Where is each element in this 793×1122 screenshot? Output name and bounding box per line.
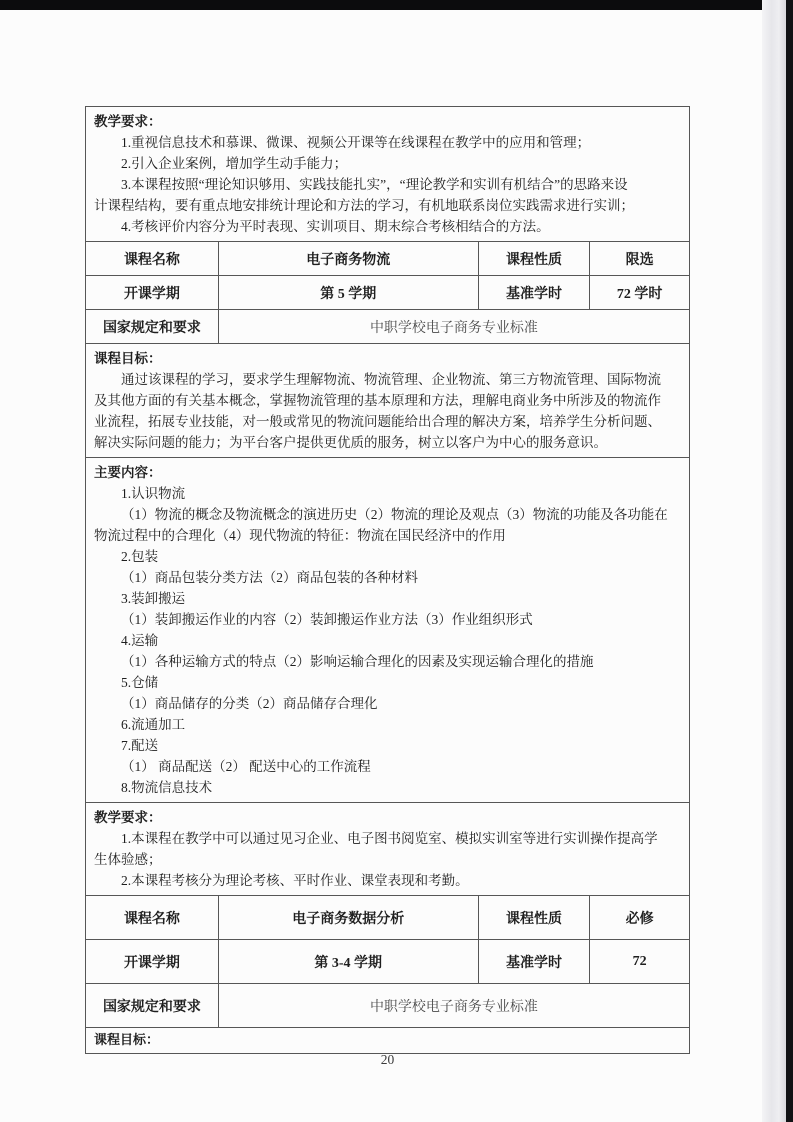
- cell-course-type-value: 限选: [590, 242, 690, 276]
- table-row: [86, 984, 690, 1028]
- cell-national-standard-label: 国家规定和要求: [86, 310, 219, 344]
- requirement-item: 1.本课程在教学中可以通过见习企业、电子图书阅览室、模拟实训室等进行实训操作提高学: [121, 831, 658, 846]
- page-number: 20: [380, 1052, 395, 1067]
- cell-semester-label: 开课学期: [86, 276, 219, 310]
- content-item: 3.装卸搬运: [121, 591, 186, 606]
- objectives-text: 通过该课程的学习，要求学生理解物流、物流管理、企业物流、第三方物流管理、国际物流: [121, 372, 661, 387]
- content-item: 7.配送: [121, 738, 159, 753]
- content-item: 6.流通加工: [121, 717, 186, 732]
- section-teaching-requirements-2: [85, 802, 690, 896]
- requirement-item: 2.引入企业案例，增加学生动手能力；: [121, 156, 348, 171]
- cell-course-name-label: 课程名称: [86, 896, 219, 940]
- cell-course-type-label: 课程性质: [478, 242, 590, 276]
- cell-national-standard-value: 中职学校电子商务专业标准: [218, 310, 689, 344]
- cell-course-name-value: 电子商务物流: [218, 242, 478, 276]
- cell-semester-value: 第 3-4 学期: [218, 940, 478, 984]
- content-item: （1） 商品配送（2） 配送中心的工作流程: [121, 759, 371, 774]
- scan-top-edge: [0, 0, 793, 10]
- section-title: 课程目标：: [94, 1032, 160, 1047]
- objectives-text-continuation: 解决实际问题的能力；为平台客户提供更优质的服务，树立以客户为中心的服务意识。: [94, 435, 607, 450]
- content-item: （1）各种运输方式的特点（2）影响运输合理化的因素及实现运输合理化的措施: [121, 654, 594, 669]
- cell-hours-label: 基准学时: [478, 940, 590, 984]
- content-item: （1）商品包装分类方法（2）商品包装的各种材料: [121, 570, 418, 585]
- cell-course-type-label: 课程性质: [478, 896, 590, 940]
- requirement-item-continuation: 计课程结构，要有重点地安排统计理论和方法的学习，有机地联系岗位实践需求进行实训；: [94, 198, 634, 213]
- document-content: [85, 107, 690, 1054]
- section-title: 主要内容：: [94, 465, 162, 480]
- cell-semester-value: 第 5 学期: [218, 276, 478, 310]
- content-item-continuation: 物流过程中的合理化（4）现代物流的特征：物流在国民经济中的作用: [94, 528, 506, 543]
- content-item: （1）物流的概念及物流概念的演进历史（2）物流的理论及观点（3）物流的功能及各功能在: [121, 507, 668, 522]
- table-row: [86, 896, 690, 940]
- table-row: [86, 940, 690, 984]
- content-item: 2.包装: [121, 549, 159, 564]
- section-title: 教学要求：: [94, 810, 162, 825]
- requirement-item: 3.本课程按照“理论知识够用、实践技能扎实”，“理论教学和实训有机结合”的思路来设: [121, 177, 628, 192]
- section-course-objectives-1: [85, 343, 690, 458]
- course-info-table-1: [85, 241, 690, 344]
- section-main-content: [85, 457, 690, 803]
- content-item: （1）装卸搬运作业的内容（2）装卸搬运作业方法（3）作业组织形式: [121, 612, 533, 627]
- section-title: 教学要求：: [94, 114, 162, 129]
- cell-national-standard-label: 国家规定和要求: [86, 984, 219, 1028]
- table-row: [86, 242, 690, 276]
- objectives-text-continuation: 及其他方面的有关基本概念，掌握物流管理的基本原理和方法，理解电商业务中所涉及的物流作: [94, 393, 661, 408]
- content-item: 8.物流信息技术: [121, 780, 213, 795]
- requirement-item: 4.考核评价内容分为平时表现、实训项目、期末综合考核相结合的方法。: [121, 219, 550, 234]
- cell-hours-label: 基准学时: [478, 276, 590, 310]
- scan-right-edge: [786, 0, 793, 1122]
- section-teaching-requirements-1: [85, 106, 690, 242]
- cell-course-name-value: 电子商务数据分析: [218, 896, 478, 940]
- content-item: （1）商品储存的分类（2）商品储存合理化: [121, 696, 378, 711]
- cell-hours-value: 72 学时: [590, 276, 690, 310]
- course-info-table-2: [85, 895, 690, 1028]
- cell-hours-value: 72: [590, 940, 690, 984]
- content-item: 1.认识物流: [121, 486, 186, 501]
- content-item: 5.仓储: [121, 675, 159, 690]
- requirement-item: 1.重视信息技术和慕课、微课、视频公开课等在线课程在教学中的应用和管理；: [121, 135, 591, 150]
- table-row: [86, 310, 690, 344]
- scan-right-shadow: [762, 0, 786, 1122]
- requirement-item-continuation: 生体验感；: [94, 852, 162, 867]
- cell-course-type-value: 必修: [590, 896, 690, 940]
- table-row: [86, 276, 690, 310]
- requirement-item: 2.本课程考核分为理论考核、平时作业、课堂表现和考勤。: [121, 873, 469, 888]
- cell-national-standard-value: 中职学校电子商务专业标准: [218, 984, 689, 1028]
- content-item: 4.运输: [121, 633, 159, 648]
- cell-semester-label: 开课学期: [86, 940, 219, 984]
- section-course-objectives-2: [85, 1027, 690, 1054]
- section-title: 课程目标：: [94, 351, 162, 366]
- cell-course-name-label: 课程名称: [86, 242, 219, 276]
- objectives-text-continuation: 业流程，拓展专业技能，对一般或常见的物流问题能给出合理的解决方案，培养学生分析问题、: [94, 414, 661, 429]
